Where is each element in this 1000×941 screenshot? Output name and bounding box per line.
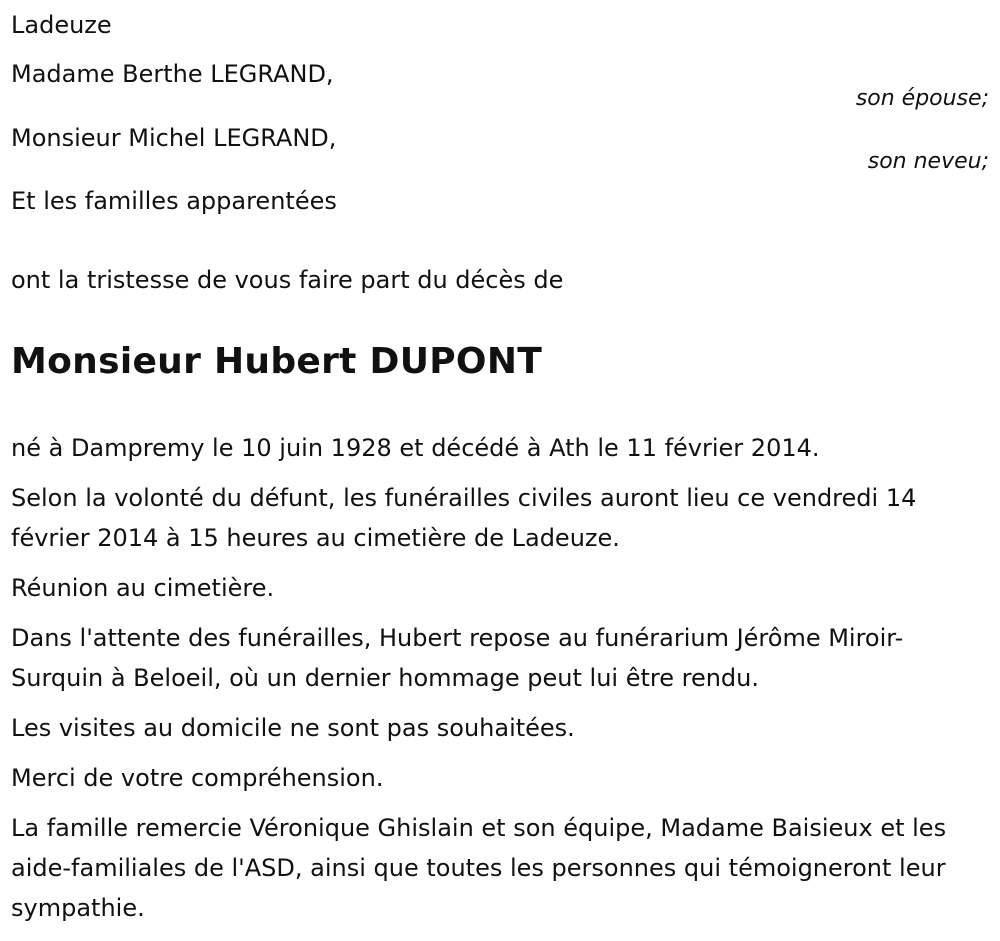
mourner-relation: son neveu; xyxy=(867,149,989,174)
deceased-name: Monsieur Hubert DUPONT xyxy=(11,341,543,382)
thanks-line: Merci de votre compréhension. xyxy=(11,764,384,792)
announcement-text: ont la tristesse de vous faire part du décès de xyxy=(11,266,564,294)
place-name: Ladeuze xyxy=(11,11,112,39)
mourner-name: Madame Berthe LEGRAND, xyxy=(11,60,334,88)
mourner-relation: son épouse; xyxy=(855,86,989,111)
birth-death-dates: né à Dampremy le 10 juin 1928 et décédé à Ath le 11 février 2014. xyxy=(11,434,820,462)
families-line: Et les familles apparentées xyxy=(11,187,337,215)
details-section xyxy=(11,428,986,928)
meeting-place: Réunion au cimetière. xyxy=(11,574,275,602)
funeral-details: Selon la volonté du défunt, les funérailles civiles auront lieu ce vendredi 14 février 2014 à 15 heures au cimetière de Ladeuze. xyxy=(11,484,917,552)
resting-place: Dans l'attente des funérailles, Hubert repose au funérarium Jérôme Miroir-Surquin à Beloeil, où un dernier hommage peut lui être rendu. xyxy=(11,624,904,692)
acknowledgements: La famille remercie Véronique Ghislain et son équipe, Madame Baisieux et les aide-familiales de l'ASD, ainsi que toutes les personnes qui témoigneront leur sympathie. xyxy=(11,814,947,922)
visits-notice: Les visites au domicile ne sont pas souhaitées. xyxy=(11,714,575,742)
mourner-name: Monsieur Michel LEGRAND, xyxy=(11,124,337,152)
